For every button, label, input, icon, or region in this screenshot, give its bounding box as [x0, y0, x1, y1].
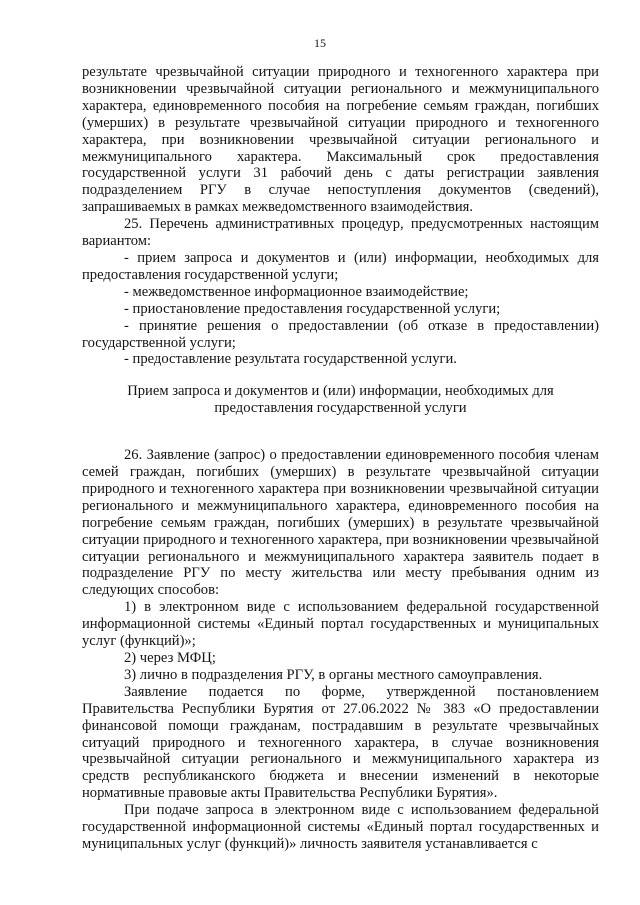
- list-item-decision: - принятие решения о предоставлении (об отказе в предоставлении) государственной услуги;: [82, 317, 599, 351]
- paragraph-electronic-identity: При подаче запроса в электронном виде с использованием федеральной государственной информационной системы «Единый портал государственных и муниципальных услуг (функций)» личность заявителя устанавливается с: [82, 802, 599, 852]
- list-item-request-intake: - прием запроса и документов и (или) информации, необходимых для предоставления государственной услуги;: [82, 249, 599, 283]
- list-item-result: - предоставление результата государственной услуги.: [124, 351, 457, 368]
- list-item-interagency: - межведомственное информационное взаимодействие;: [124, 283, 469, 300]
- paragraph-25: 25. Перечень административных процедур, предусмотренных настоящим вариантом:: [82, 216, 599, 250]
- paragraph-form-reference: Заявление подается по форме, утвержденной постановлением Правительства Республики Бурятия от 27.06.2022 № 383 «О предоставлении финансовой помощи гражданам, пострадавшим в результате чрезвычайных ситуаций природного и техногенного характера, в случае возникновения чрезвычайной ситуации регионального и межмуниципального характера из средств республиканского бюджета и внесении изменений в некоторые нормативные правовые акты Правительства Республики Бурятия».: [82, 683, 599, 802]
- list-item-suspension: - приостановление предоставления государственной услуги;: [124, 300, 501, 317]
- method-mfc: 2) через МФЦ;: [124, 650, 216, 666]
- method-in-person: 3) лично в подразделения РГУ, в органы местного самоуправления.: [124, 666, 543, 683]
- paragraph-26: 26. Заявление (запрос) о предоставлении единовременного пособия членам семей граждан, погибших (умерших) в результате чрезвычайной ситуации природного и техногенного характера при возникновении чрезвычайной ситуации регионального и межмуниципального характера, единовременного пособия на погребение семьям граждан, погибших (умерших) в результате чрезвычайной ситуации природного и техногенного характера, при возникновении чрезвычайной ситуации регионального и межмуниципального характера заявитель подает в подразделение РГУ по месту жительства или месту пребывания одним из следующих способов:: [82, 447, 599, 599]
- method-electronic: 1) в электронном виде с использованием федеральной государственной информационной системы «Единый портал государственных и муниципальных услуг (функций)»;: [82, 599, 599, 650]
- document-body: [82, 64, 599, 853]
- page-number: 15: [314, 36, 326, 50]
- section-heading: Прием запроса и документов и (или) информации, необходимых для предоставления государственной услуги: [127, 383, 554, 417]
- paragraph-continuation: результате чрезвычайной ситуации природного и техногенного характера при возникновении чрезвычайной ситуации регионального и межмуниципального характера, единовременного пособия на погребение семьям граждан, погибших (умерших) в результате чрезвычайной ситуации природного и техногенного характера, при возникновении чрезвычайной ситуации регионального и межмуниципального характера. Максимальный срок предоставления государственной услуги 31 рабочий день с даты регистрации заявления подразделением РГУ в случае непоступления документов (сведений), запрашиваемых в рамках межведомственного взаимодействия.: [82, 64, 599, 216]
